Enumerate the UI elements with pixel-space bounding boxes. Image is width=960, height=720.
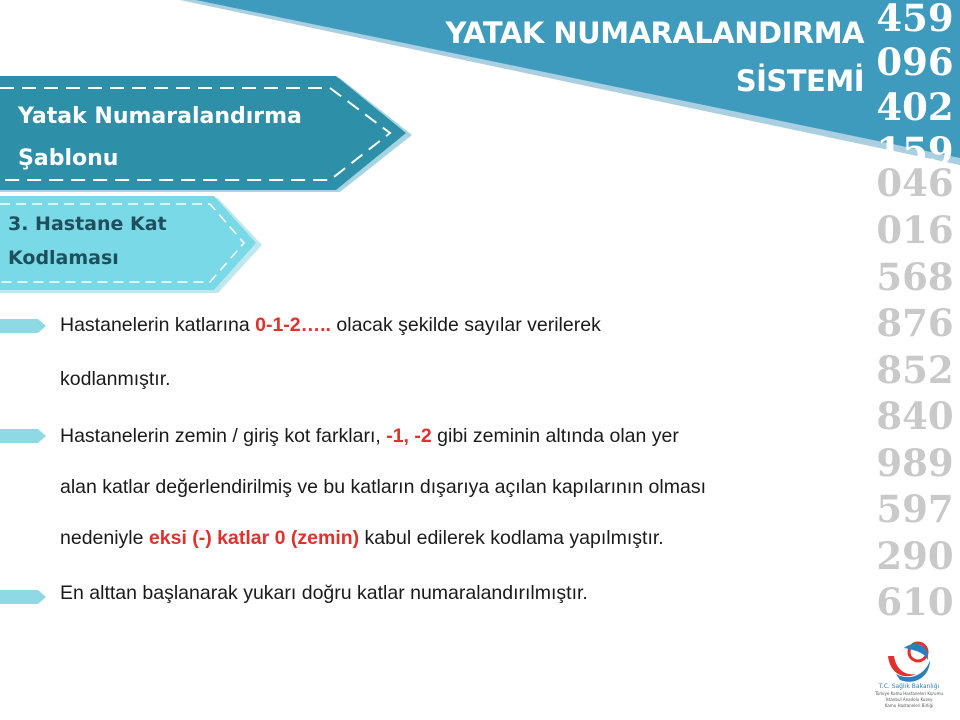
bullet-2-line-1: Hastanelerin zemin / giriş kot farkları, -1, -2 gibi zeminin altında olan yer	[60, 425, 679, 447]
bullet-1-line-2: kodlanmıştır.	[60, 368, 171, 390]
svg-text:T.C. Sağlık Bakanlığı: T.C. Sağlık Bakanlığı	[878, 683, 940, 690]
svg-text:Kamu Hastaneleri Birliği: Kamu Hastaneleri Birliği	[884, 703, 934, 708]
number-item: 989	[876, 441, 954, 485]
page-title-line-1: YATAK NUMARALANDIRMA	[445, 16, 864, 50]
svg-text:Türkiye Kamu Hastaneleri Kurum: Türkiye Kamu Hastaneleri Kurumu	[874, 691, 944, 696]
bullet-arrow-icon	[0, 589, 48, 605]
number-item: 840	[876, 394, 954, 438]
decorative-number-column	[874, 0, 960, 622]
primary-tab-label-line-1: Yatak Numaralandırma	[18, 104, 302, 129]
number-item: 159	[876, 129, 954, 173]
number-item: 852	[876, 348, 954, 392]
bullet-2-line-3: nedeniyle eksi (-) katlar 0 (zemin) kabul edilerek kodlama yapılmıştır.	[60, 527, 664, 549]
ministry-logo	[866, 630, 952, 712]
secondary-tab-label-line-1: 3. Hastane Kat	[8, 213, 167, 235]
bullet-1-line-1: Hastanelerin katlarına 0-1-2….. olacak şekilde sayılar verilerek	[60, 314, 601, 336]
number-item: 402	[876, 85, 954, 129]
number-item: 610	[876, 580, 954, 622]
svg-text:İstanbul Anadolu Kuzey: İstanbul Anadolu Kuzey	[885, 697, 933, 702]
number-item: 046	[876, 161, 954, 205]
number-item: 459	[876, 0, 954, 40]
bullet-3-line-1: En alttan başlanarak yukarı doğru katlar numaralandırılmıştır.	[60, 582, 588, 604]
number-item: 016	[876, 208, 954, 252]
primary-tab-arrow	[0, 76, 420, 194]
page-title-line-2: SİSTEMİ	[735, 64, 864, 98]
number-item: 876	[876, 301, 954, 345]
primary-tab-label-line-2: Şablonu	[18, 146, 119, 171]
number-item: 597	[876, 487, 954, 531]
bullet-arrow-icon	[0, 428, 48, 444]
bullet-arrow-icon	[0, 318, 48, 334]
secondary-tab-label-line-2: Kodlaması	[8, 247, 119, 269]
number-item: 290	[876, 534, 954, 578]
health-ministry-logo-icon	[866, 630, 952, 712]
number-item: 096	[876, 40, 954, 84]
number-item: 568	[876, 255, 954, 299]
bullet-2-line-2: alan katlar değerlendirilmiş ve bu katların dışarıya açılan kapılarının olması	[60, 476, 706, 498]
